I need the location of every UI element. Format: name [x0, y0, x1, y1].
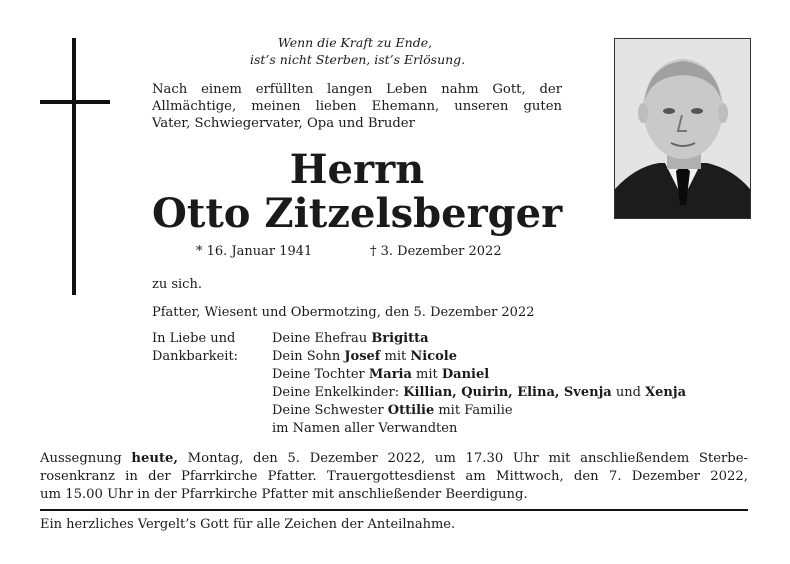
funeral-line-2: rosenkranz in der Pfarrkirche Pfatter. Trauergottesdienst am Mittwoch, den 7. Dezember 2022,	[40, 469, 748, 484]
mourner-son-mid: mit	[380, 349, 411, 364]
mourner-son-partner: Nicole	[410, 349, 458, 364]
mourner-grandchildren-last: Xenja	[645, 385, 686, 400]
mourner-sister	[272, 402, 686, 420]
cross-icon-bar	[40, 100, 110, 104]
mourner-daughter	[272, 366, 686, 384]
motto	[250, 34, 466, 68]
mourners-list	[272, 330, 686, 438]
funeral-line-3: um 15.00 Uhr in der Pfarrkirche Pfatter mit anschließender Beerdigung.	[40, 487, 528, 502]
mourners-label-line-2: Dankbarkeit:	[152, 349, 239, 364]
cross-icon	[72, 38, 76, 295]
deceased-name: Otto Zitzelsberger	[152, 190, 563, 237]
mourner-daughter-mid: mit	[411, 367, 442, 382]
mourners-label	[152, 330, 238, 366]
portrait-photo	[614, 38, 751, 219]
mourner-daughter-partner: Daniel	[441, 367, 490, 382]
mourner-grandchildren-names: Killian, Quirin, Elina, Svenja	[403, 385, 612, 400]
mourner-son-name: Josef	[344, 349, 381, 364]
mourner-grandchildren-mid: und	[611, 385, 646, 400]
funeral-line-1	[40, 450, 748, 468]
mourner-daughter-name: Maria	[368, 367, 412, 382]
mourner-sister-prefix: Deine Schwester	[272, 403, 388, 418]
mourner-wife-prefix: Deine Ehefrau	[272, 331, 372, 346]
place-date: Pfatter, Wiesent und Obermotzing, den 5. Dezember 2022	[152, 305, 535, 320]
funeral-line-1-bold: heute,	[131, 451, 179, 466]
funeral-line-1-rest: Montag, den 5. Dezember 2022, um 17.30 Uhr mit anschließendem Sterbe-	[178, 451, 749, 466]
mourner-grandchildren	[272, 384, 686, 402]
death-date: † 3. Dezember 2022	[370, 244, 502, 259]
divider	[40, 509, 748, 511]
birth-date: * 16. Januar 1941	[196, 244, 313, 259]
mourner-daughter-prefix: Deine Tochter	[272, 367, 369, 382]
salutation: Herrn	[289, 146, 425, 193]
mourners-label-line-1: In Liebe und	[152, 331, 236, 346]
portrait-image	[615, 39, 750, 218]
mourner-sister-name: Ottilie	[387, 403, 435, 418]
mourner-son	[272, 348, 686, 366]
closing-text: zu sich.	[152, 277, 202, 292]
mourner-wife-name: Brigitta	[371, 331, 429, 346]
intro-text	[152, 81, 562, 132]
mourner-grandchildren-prefix: Deine Enkelkinder:	[272, 385, 404, 400]
mourner-relatives: im Namen aller Verwandten	[272, 421, 458, 436]
thanks-text: Ein herzliches Vergelt’s Gott für alle Zeichen der Anteilnahme.	[40, 517, 456, 532]
mourner-son-prefix: Dein Sohn	[272, 349, 345, 364]
mourner-sister-suffix: mit Familie	[434, 403, 513, 418]
mourner-wife	[272, 330, 686, 348]
funeral-line-1-prefix: Aussegnung	[40, 451, 132, 466]
motto-line-1: Wenn die Kraft zu Ende,	[277, 35, 433, 50]
intro-line-1: Nach einem erfüllten langen Leben nahm Gott, der	[152, 82, 562, 97]
motto-line-2: ist’s nicht Sterben, ist’s Erlösung.	[250, 52, 466, 67]
intro-line-3: Vater, Schwiegervater, Opa und Bruder	[152, 116, 415, 131]
funeral-details	[40, 450, 748, 504]
intro-line-2: Allmächtige, meinen lieben Ehemann, unseren guten	[152, 99, 562, 114]
